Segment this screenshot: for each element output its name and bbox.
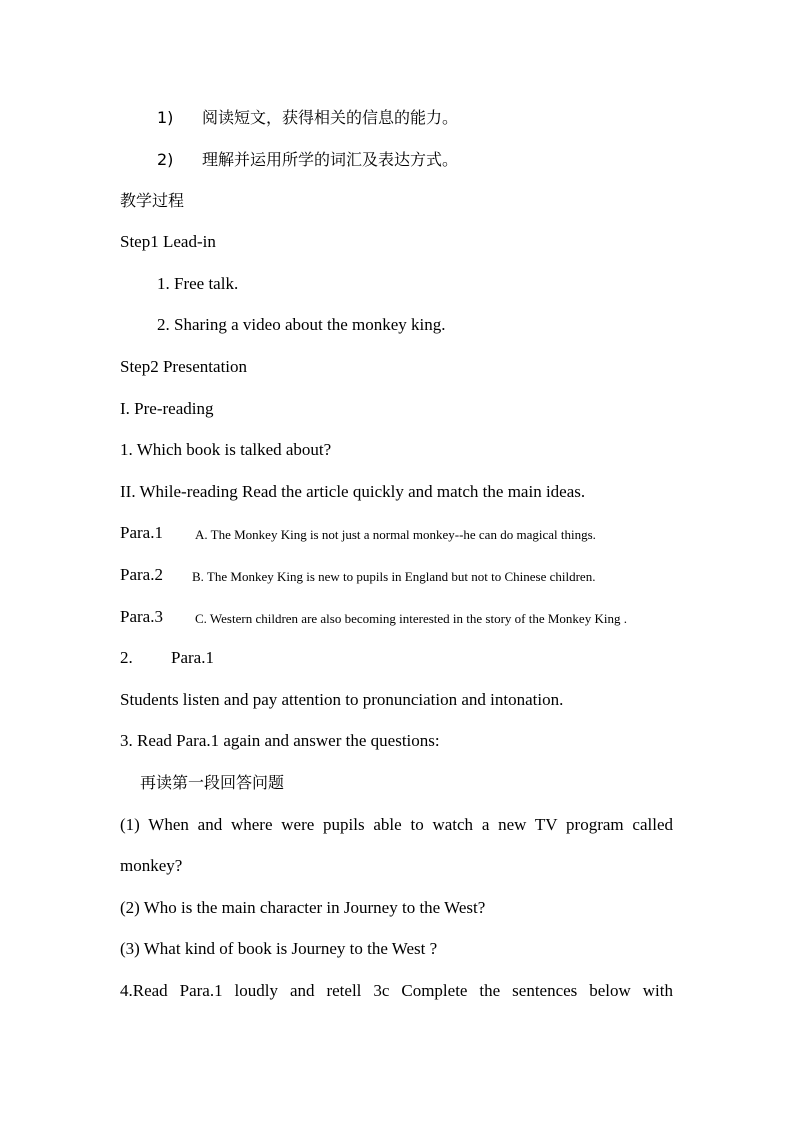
- match-row: [120, 565, 596, 585]
- question-3: (3) What kind of book is Journey to the West ?: [120, 939, 438, 958]
- step1-item-2: 2. Sharing a video about the monkey king.: [157, 315, 446, 334]
- item-number: 2.: [120, 648, 133, 667]
- match-main-idea: B. The Monkey King is new to pupils in England but not to Chinese children.: [192, 569, 596, 584]
- pre-reading-heading: I. Pre-reading: [120, 399, 214, 418]
- objective-text: 理解并运用所学的词汇及表达方式。: [202, 150, 459, 169]
- process-heading: 教学过程: [120, 191, 185, 210]
- match-para-label: Para.3: [120, 607, 163, 626]
- question-2: (2) Who is the main character in Journey to the West?: [120, 898, 486, 917]
- match-main-idea: A. The Monkey King is not just a normal monkey--he can do magical things.: [195, 527, 596, 542]
- question-1: (1) When and where were pupils able to watch a new TV program called: [120, 815, 673, 834]
- step2-title: Step2 Presentation: [120, 357, 248, 376]
- objective-text: 阅读短文，获得相关的信息的能力。: [202, 108, 459, 127]
- objective-2: [157, 150, 459, 170]
- step1-title: Step1 Lead-in: [120, 232, 216, 251]
- pre-reading-question: 1. Which book is talked about?: [120, 440, 332, 459]
- step1-item-1: 1. Free talk.: [157, 274, 239, 293]
- question-1-continued: monkey?: [120, 856, 183, 875]
- item-text: Para.1: [171, 648, 214, 667]
- match-para-label: Para.2: [120, 565, 163, 584]
- listen-item: [120, 648, 214, 668]
- reading-task-3-cn: 再读第一段回答问题: [140, 773, 285, 792]
- match-main-idea: C. Western children are also becoming interested in the story of the Monkey King .: [195, 611, 627, 626]
- objective-1: [157, 108, 459, 128]
- objective-number: 1): [157, 108, 174, 127]
- objective-number: 2): [157, 150, 174, 169]
- match-para-label: Para.1: [120, 523, 163, 542]
- match-row: [120, 607, 627, 627]
- match-row: [120, 523, 596, 543]
- listen-instruction: Students listen and pay attention to pronunciation and intonation.: [120, 690, 564, 709]
- reading-task-3: 3. Read Para.1 again and answer the questions:: [120, 731, 440, 750]
- reading-task-4: 4.Read Para.1 loudly and retell 3c Complete the sentences below with: [120, 981, 673, 1000]
- while-reading-heading: II. While-reading Read the article quickly and match the main ideas.: [120, 482, 586, 501]
